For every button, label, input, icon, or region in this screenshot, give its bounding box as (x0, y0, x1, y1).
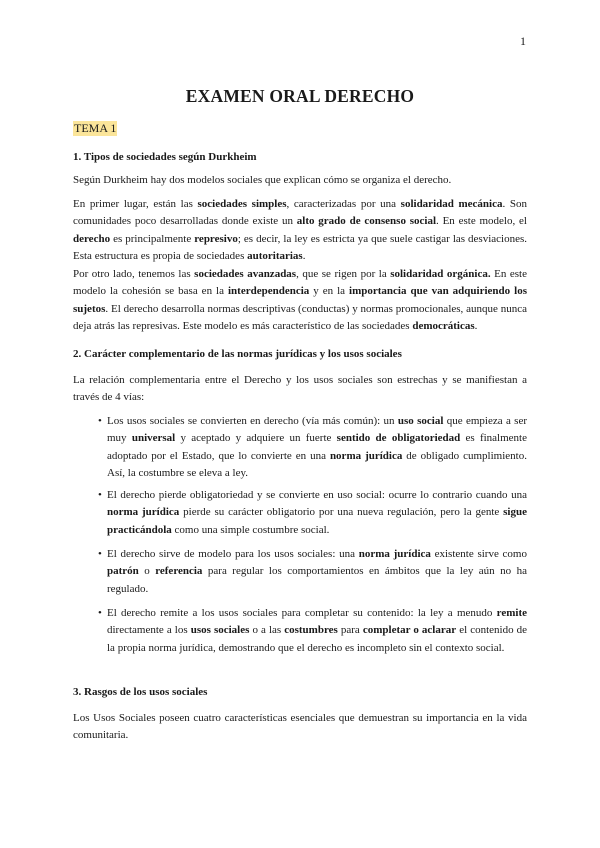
text-run: Los usos sociales se convierten en derecho (vía más común): un (107, 415, 398, 427)
text-run: de obligado cumplimiento. Así, la costumbre se eleva a ley. (107, 449, 527, 480)
list-item-text (107, 415, 527, 479)
bold-text-run: importancia que van adquiriendo los sujetos (73, 285, 527, 315)
text-run: En primer lugar, están las (73, 198, 198, 210)
text-run: es principalmente (110, 232, 195, 245)
text-run: que empieza a ser muy (107, 415, 527, 445)
list-item-text (107, 548, 527, 595)
text-run: existente sirve como (430, 548, 527, 560)
list-item (98, 413, 527, 483)
bullet-icon: • (98, 489, 102, 501)
bold-text-run: costumbres (284, 624, 338, 637)
text-run: . Son comunidades poco desarrolladas donde existe un (73, 198, 528, 228)
text-run: El derecho sirve de modelo para los usos sociales: una (107, 548, 359, 560)
text-run: como una simple costumbre social. (171, 523, 330, 536)
text-run: o (138, 565, 156, 578)
bullet-icon: • (98, 415, 102, 427)
section-heading: 2. Carácter complementario de las normas jurídicas y los usos sociales (73, 348, 402, 360)
page-number: 1 (520, 34, 526, 48)
text-run: . El derecho desarrolla normas descriptivas (conductas) y normas promocionales, aunque nunca deja atrás las represivas. Este modelo es más característico de las sociedades (73, 302, 527, 333)
bold-text-run: represivo (194, 232, 238, 245)
text-run: directamente a los (107, 624, 191, 637)
bullet-icon: • (98, 548, 102, 560)
paragraph (73, 266, 527, 336)
bold-text-run: universal (131, 432, 176, 445)
text-run: es finalmente adoptado por el Estado, que lo convierte en una (107, 432, 527, 462)
text-run: . (302, 250, 306, 263)
text-run: El derecho pierde obligatoriedad y se convierte en uso social: ocurre lo contrario cuando una (107, 489, 527, 501)
paragraph (73, 710, 527, 745)
paragraph (73, 172, 527, 189)
text-run: Por otro lado, tenemos las (73, 268, 195, 280)
list-item (98, 487, 527, 539)
list-item-text (107, 607, 527, 654)
text-run: . (474, 320, 478, 333)
list-item-text (107, 489, 527, 536)
list-item (98, 605, 527, 657)
bold-text-run: norma jurídica (107, 506, 180, 519)
text-run: para (337, 624, 363, 637)
bold-text-run: derecho (73, 232, 111, 245)
text-run: Según Durkheim hay dos modelos sociales que explican cómo se organiza el derecho. (73, 174, 452, 186)
bold-text-run: sociedades avanzadas (194, 268, 297, 280)
bold-text-run: sociedades simples (197, 198, 287, 210)
text-run: ; es decir, la ley es estricta ya que suele castigar las desviaciones. Esta estructura es propia de sociedades (73, 232, 527, 263)
bold-text-run: norma jurídica (329, 449, 403, 462)
paragraph (73, 372, 527, 407)
text-run: y aceptado y adquiere un fuerte (175, 432, 337, 445)
text-run: o a las (249, 624, 285, 637)
bold-text-run: sentido de obligatoriedad (336, 432, 461, 445)
text-run: Los Usos Sociales poseen cuatro características esenciales que demuestran su importancia en la vida comunitaria. (73, 712, 527, 742)
text-run: , que se rigen por la (296, 268, 391, 280)
list-item (98, 546, 527, 598)
document-title: EXAMEN ORAL DERECHO (185, 86, 415, 106)
bold-text-run: remite (496, 607, 527, 619)
bold-text-run: solidaridad mecánica (400, 198, 503, 210)
bold-text-run: referencia (155, 565, 203, 578)
paragraph (73, 196, 527, 266)
bold-text-run: democráticas (412, 320, 475, 333)
text-run: El derecho remite a los usos sociales para completar su contenido: la ley a menudo (107, 607, 497, 619)
text-run: el contenido de la propia norma jurídica, demostrando que el derecho es incompleto sin el contexto social. (107, 624, 528, 654)
text-run: pierde su carácter obligatorio por una nueva regulación, pero la gente (179, 506, 504, 519)
text-run: La relación complementaria entre el Derecho y los usos sociales son estrechas y se manifiestan a través de 4 vías: (73, 374, 527, 404)
text-run: . En este modelo, el (436, 215, 527, 228)
bold-text-run: sigue practicándola (107, 506, 527, 536)
text-run: , caracterizadas por una (286, 198, 401, 210)
bold-text-run: patrón (107, 565, 139, 578)
bullet-icon: • (98, 607, 102, 619)
bold-text-run: interdependencia (227, 285, 310, 298)
section-heading: 3. Rasgos de los usos sociales (73, 686, 208, 698)
bold-text-run: completar o aclarar (362, 624, 457, 637)
bold-text-run: alto grado de consenso social (296, 215, 437, 228)
text-run: para regular los comportamientos en ámbitos que la ley aún no ha regulado. (107, 565, 527, 595)
bold-text-run: norma jurídica (358, 548, 431, 560)
section-heading: 1. Tipos de sociedades según Durkheim (73, 151, 257, 163)
text-run: y en la (309, 285, 350, 298)
bold-text-run: uso social (397, 415, 444, 427)
text-run: En este modelo la cohesión se basa en la (73, 268, 527, 298)
topic-label: TEMA 1 (74, 121, 117, 135)
bold-text-run: autoritarias (247, 250, 303, 263)
bold-text-run: usos sociales (190, 624, 250, 637)
bold-text-run: solidaridad orgánica. (390, 268, 491, 280)
